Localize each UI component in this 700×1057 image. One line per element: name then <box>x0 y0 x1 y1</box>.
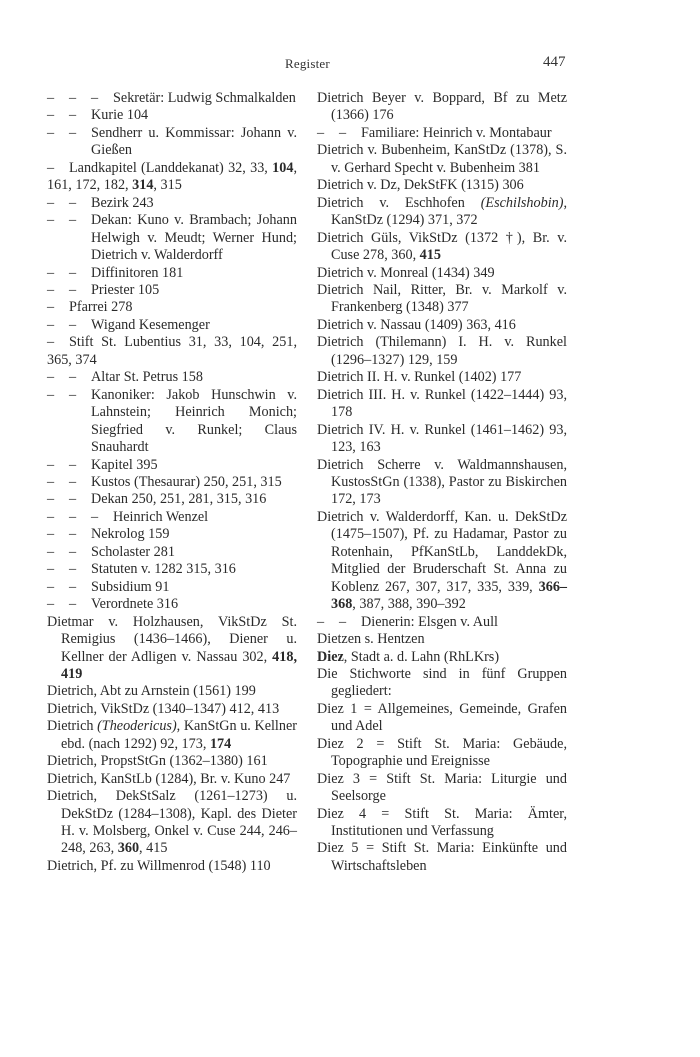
entry-text: , 387, 388, 390–392 <box>352 596 466 613</box>
index-entry <box>317 649 567 666</box>
level-dash: – <box>47 578 55 595</box>
level-dash: – <box>47 491 55 508</box>
entry-text: Stift St. Lubentius 31, 33, 104, 251, 365, 374 <box>47 334 297 368</box>
entry-text: Bezirk 243 <box>91 194 154 211</box>
index-entry <box>47 544 297 561</box>
latin-name: (Theodericus) <box>97 718 177 735</box>
index-entry <box>47 771 297 788</box>
page-reference-bold: 104 <box>272 159 294 176</box>
entry-text: Dietrich, PropstStGn (1362–1380) 161 <box>47 753 268 770</box>
entry-text: Landkapitel (Landdekanat) 32, 33, <box>69 159 273 176</box>
level-dash: – <box>47 526 55 543</box>
level-dash: – <box>69 473 77 490</box>
index-entry <box>47 579 297 596</box>
index-column-right <box>317 90 567 875</box>
level-dash: – <box>47 596 55 613</box>
index-entry <box>317 387 567 422</box>
entry-text: Dekan: Kuno v. Brambach; Johann Helwigh v. Meudt; Werner Hund; Dietrich v. Walderdorff <box>91 212 297 264</box>
entry-text: Heinrich Wenzel <box>113 508 209 525</box>
level-dash: – <box>47 386 55 403</box>
entry-text: Kanoniker: Jakob Hunschwin v. Lahnstein; Heinrich Monich; Siegfried v. Runkel; Claus Snauhardt <box>91 386 297 456</box>
index-entry <box>47 90 297 107</box>
entry-text: Nekrolog 159 <box>91 526 170 543</box>
level-dash: – <box>47 508 55 525</box>
index-entry <box>47 282 297 299</box>
entry-text: Pfarrei 278 <box>69 299 133 316</box>
level-dash: – <box>69 194 77 211</box>
entry-text: Priester 105 <box>91 281 160 298</box>
entry-text: Sekretär: Ludwig Schmalkalden <box>113 90 296 106</box>
entry-text: Dietrich v. Walderdorff, Kan. u. DekStDz (1475–1507), Pf. zu Hadamar, Pastor zu Rotenhain, PfKanStLb, LanddekDk, Mitglied der Bruderschaft St. Anna zu Koblenz 267, 307, 317, 335, 339, <box>317 508 567 595</box>
index-entry <box>47 317 297 334</box>
entry-text: Diez 4 = Stift St. Maria: Ämter, Institutionen und Verfassung <box>317 805 567 840</box>
level-dash: – <box>69 316 77 333</box>
level-dash: – <box>47 369 55 386</box>
entry-text: , KanStDz (1294) 371, 372 <box>331 194 567 229</box>
entry-text: , 315 <box>153 177 182 194</box>
entry-text: Dietrich Nail, Ritter, Br. v. Markolf v. Frankenberg (1348) 377 <box>317 281 567 316</box>
page-reference-bold: 415 <box>419 247 441 264</box>
index-entry <box>47 788 297 858</box>
entry-text: Dietrich v. Dz, DekStFK (1315) 306 <box>317 177 524 194</box>
entry-text: Kurie 104 <box>91 107 149 124</box>
index-entry <box>317 369 567 386</box>
index-entry <box>317 771 567 806</box>
entry-text: Dietrich (Thilemann) I. H. v. Runkel (1296–1327) 129, 159 <box>317 334 567 368</box>
entry-text: , 161, 172, 182, <box>47 159 297 194</box>
entry-text: Dietrich v. Eschhofen <box>317 194 481 211</box>
level-dash: – <box>69 561 77 578</box>
level-dash: – <box>47 124 55 141</box>
index-entry <box>47 526 297 543</box>
entry-text: Dekan 250, 251, 281, 315, 316 <box>91 491 267 508</box>
index-entry <box>47 474 297 491</box>
index-entry <box>47 509 297 526</box>
entry-text: Verordnete 316 <box>91 596 179 613</box>
page-reference-bold: 314 <box>132 177 154 194</box>
page-number: 447 <box>543 54 566 70</box>
page-reference-bold: 174 <box>209 735 232 752</box>
entry-text: Altar St. Petrus 158 <box>91 369 203 386</box>
index-entry <box>47 614 297 684</box>
index-entry <box>47 125 297 160</box>
entry-text: Statuten v. 1282 315, 316 <box>91 561 236 578</box>
entry-text: Dietmar v. Holzhausen, VikStDz St. Remigius (1436–1466), Diener u. Kellner der Adligen v. Nassau 302, <box>47 613 297 665</box>
latin-name: (Eschilshobin) <box>480 194 564 211</box>
entry-text: Diffinitoren 181 <box>91 264 184 281</box>
level-dash: – <box>339 124 347 141</box>
level-dash: – <box>47 107 55 124</box>
level-dash: – <box>317 613 325 630</box>
entry-text: Subsidium 91 <box>91 578 170 595</box>
level-dash: – <box>47 212 55 229</box>
index-entry <box>317 265 567 282</box>
entry-text: Diez 1 = Allgemeines, Gemeinde, Grafen und Adel <box>317 700 567 735</box>
index-entry <box>47 195 297 212</box>
entry-text: Dietrich III. H. v. Runkel (1422–1444) 93, 178 <box>317 386 567 421</box>
entry-text: Dietrich, Pf. zu Willmenrod (1548) 110 <box>47 857 271 874</box>
entry-text: Dietrich v. Monreal (1434) 349 <box>317 264 495 281</box>
index-entry <box>317 142 567 177</box>
index-entry <box>47 299 297 316</box>
index-entry <box>47 596 297 613</box>
level-dash: – <box>47 194 55 211</box>
index-entry <box>317 177 567 194</box>
index-entry <box>47 701 297 718</box>
entry-text: Diez 5 = Stift St. Maria: Einkünfte und Wirtschaftsleben <box>317 840 567 874</box>
index-entry <box>317 806 567 841</box>
page-reference-bold: 360 <box>117 840 140 857</box>
index-entry <box>317 334 567 369</box>
entry-text: Sendherr u. Kommissar: Johann v. Gießen <box>91 124 297 159</box>
index-entry <box>47 753 297 770</box>
index-entry <box>47 561 297 578</box>
entry-text: Dietrich II. H. v. Runkel (1402) 177 <box>317 369 522 386</box>
index-entry <box>317 736 567 771</box>
entry-text: Dietrich v. Bubenheim, KanStDz (1378), S. v. Gerhard Specht v. Bubenheim 381 <box>317 142 567 176</box>
entry-text: Scholaster 281 <box>91 543 175 560</box>
index-entry <box>47 107 297 124</box>
entry-text: Wigand Kesemenger <box>91 316 210 333</box>
entry-text: Dietrich Scherre v. Waldmannshausen, KustosStGn (1338), Pastor zu Biskirchen 172, 173 <box>317 456 567 508</box>
entry-text: Diez 3 = Stift St. Maria: Liturgie und Seelsorge <box>317 770 567 805</box>
index-entry <box>47 718 297 753</box>
index-entry <box>317 614 567 631</box>
level-dash: – <box>47 299 55 316</box>
entry-text: Dietrich, DekStSalz (1261–1273) u. DekStDz (1284–1308), Kapl. des Dieter H. v. Molsberg, Onkel v. Cuse 244, 246–248, 263, <box>47 788 297 857</box>
level-dash: – <box>47 543 55 560</box>
index-entry <box>47 491 297 508</box>
running-head-title: Register <box>285 56 330 71</box>
entry-text: , 415 <box>139 840 168 857</box>
index-entry <box>317 230 567 265</box>
level-dash: – <box>47 281 55 298</box>
index-entry <box>47 683 297 700</box>
index-entry <box>317 840 567 875</box>
index-entry <box>317 282 567 317</box>
index-entry <box>317 195 567 230</box>
level-dash: – <box>69 124 77 141</box>
index-entry <box>317 631 567 648</box>
entry-text: Dietrich v. Nassau (1409) 363, 416 <box>317 316 516 333</box>
entry-text: , Stadt a. d. Lahn (RhLKrs) <box>343 648 500 665</box>
entry-text: Dietrich IV. H. v. Runkel (1461–1462) 93, 123, 163 <box>317 421 567 456</box>
entry-text: Dietrich, VikStDz (1340–1347) 412, 413 <box>47 700 280 717</box>
level-dash: – <box>69 107 77 124</box>
level-dash: – <box>69 386 77 403</box>
index-entry <box>47 457 297 474</box>
level-dash: – <box>69 212 77 229</box>
level-dash: – <box>69 508 77 525</box>
level-dash: – <box>47 334 55 351</box>
entry-text: Kapitel 395 <box>91 456 158 473</box>
page-reference-bold: 418, 419 <box>61 648 297 682</box>
level-dash: – <box>69 264 77 281</box>
entry-text: Dietrich Beyer v. Boppard, Bf zu Metz (1366) 176 <box>317 90 567 124</box>
entry-text: Familiare: Heinrich v. Montabaur <box>361 124 552 141</box>
index-entry <box>47 265 297 282</box>
level-dash: – <box>69 369 77 386</box>
entry-text: Dietrich Güls, VikStDz (1372 †), Br. v. Cuse 278, 360, <box>317 229 567 264</box>
level-dash: – <box>69 596 77 613</box>
index-entry <box>317 701 567 736</box>
entry-text: Dietrich, Abt zu Arnstein (1561) 199 <box>47 683 256 700</box>
level-dash: – <box>339 613 347 630</box>
index-entry <box>317 90 567 125</box>
level-dash: – <box>69 578 77 595</box>
level-dash: – <box>47 456 55 473</box>
entry-text: Die Stichworte sind in fünf Gruppen gegliedert: <box>317 665 567 700</box>
level-dash: – <box>47 561 55 578</box>
level-dash: – <box>69 456 77 473</box>
index-entry <box>317 317 567 334</box>
index-entry <box>47 387 297 457</box>
index-column-left <box>47 90 297 875</box>
level-dash: – <box>69 543 77 560</box>
index-entry <box>47 369 297 386</box>
index-entry <box>47 160 297 195</box>
index-entry <box>317 422 567 457</box>
level-dash: – <box>47 159 55 176</box>
index-entry <box>317 666 567 701</box>
entry-text: Dienerin: Elsgen v. Aull <box>361 613 498 630</box>
index-entry <box>47 212 297 264</box>
entry-text: Dietrich <box>47 718 98 735</box>
page-reference-bold: 366–368 <box>331 578 567 613</box>
index-entry <box>47 334 297 369</box>
level-dash: – <box>69 281 77 298</box>
level-dash: – <box>69 526 77 543</box>
level-dash: – <box>69 90 77 106</box>
entry-text: Dietzen s. Hentzen <box>317 631 425 648</box>
entry-text: Kustos (Thesaurar) 250, 251, 315 <box>91 473 282 490</box>
page-reference-bold: Diez <box>317 648 344 665</box>
level-dash: – <box>69 491 77 508</box>
entry-text: , KanStGn u. Kellner ebd. (nach 1292) 92, 173, <box>61 718 297 752</box>
index-entry <box>317 125 567 142</box>
level-dash: – <box>91 508 99 525</box>
level-dash: – <box>317 124 325 141</box>
entry-text: Diez 2 = Stift St. Maria: Gebäude, Topographie und Ereignisse <box>317 735 567 770</box>
index-entry <box>47 858 297 875</box>
level-dash: – <box>47 264 55 281</box>
index-entry <box>317 509 567 614</box>
entry-text: Dietrich, KanStLb (1284), Br. v. Kuno 247 <box>47 770 291 787</box>
level-dash: – <box>47 473 55 490</box>
level-dash: – <box>91 90 99 106</box>
index-entry <box>317 457 567 509</box>
level-dash: – <box>47 90 55 106</box>
level-dash: – <box>47 316 55 333</box>
